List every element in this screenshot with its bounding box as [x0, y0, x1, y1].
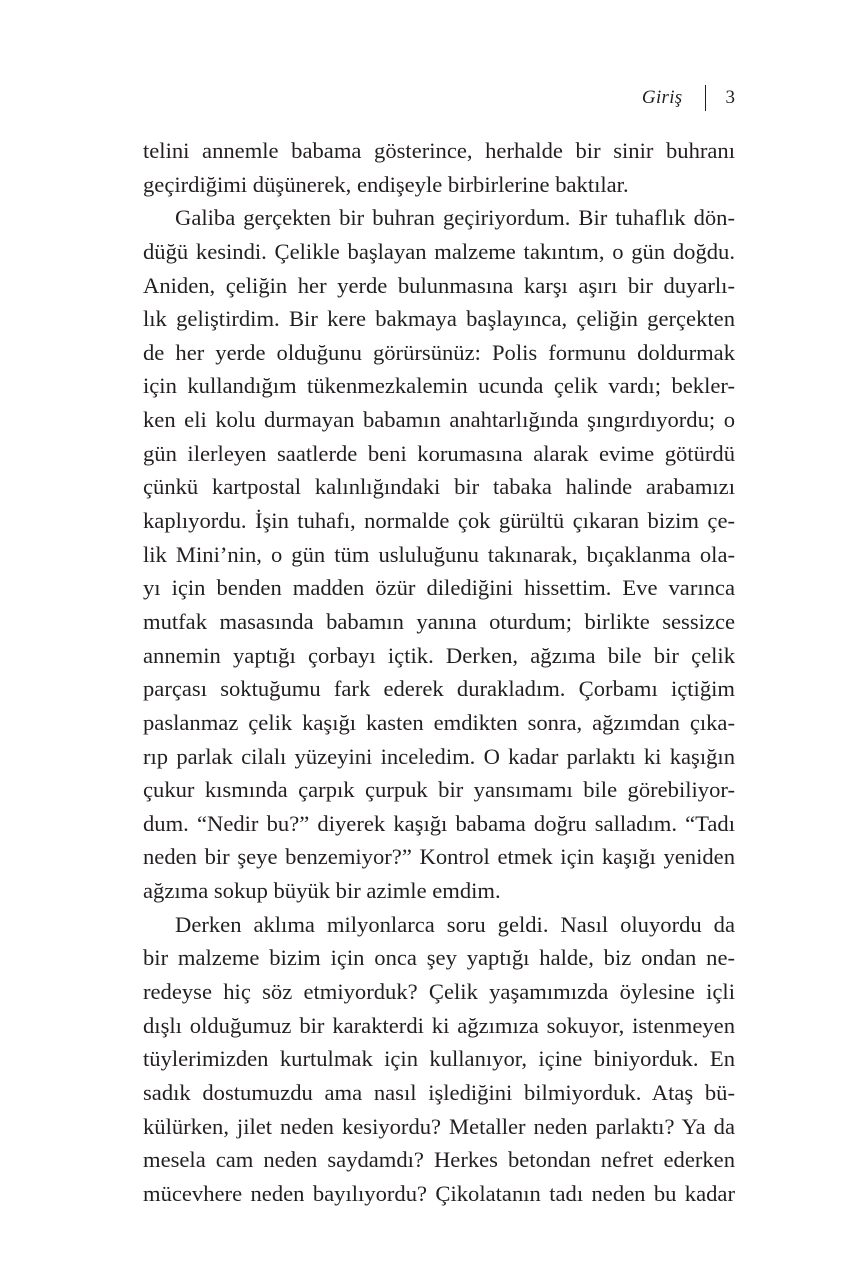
text-line: gün ilerleyen saatlerde beni korumasına alarak evime götürdü	[143, 440, 735, 466]
body-text	[143, 134, 735, 1211]
text-line: Aniden, çeliğin her yerde bulunmasına karşı aşırı bir duyarlı-	[143, 272, 735, 298]
text-line: için kullandığım tükenmezkalemin ucunda çelik vardı; bekler-	[143, 373, 735, 399]
text-line: bir malzeme bizim için onca şey yaptığı halde, biz ondan ne-	[143, 945, 735, 971]
text-line: düğü kesindi. Çelikle başlayan malzeme takıntım, o gün doğdu.	[143, 238, 735, 264]
text-line: neden bir şeye benzemiyor?” Kontrol etmek için kaşığı yeniden	[143, 844, 735, 870]
text-line: ağzıma sokup büyük bir azimle emdim.	[143, 878, 501, 904]
text-line: annemin yaptığı çorbayı içtik. Derken, ağzıma bile bir çelik	[143, 642, 735, 668]
text-line: mücevhere neden bayılıyordu? Çikolatanın tadı neden bu kadar	[143, 1180, 735, 1206]
text-line: lık geliştirdim. Bir kere bakmaya başlayınca, çeliğin gerçekten	[143, 306, 735, 332]
text-line: mesela cam neden saydamdı? Herkes betondan nefret ederken	[143, 1147, 735, 1173]
text-line: Derken aklıma milyonlarca soru geldi. Nasıl oluyordu da	[175, 911, 735, 937]
text-line: geçirdiğimi düşünerek, endişeyle birbirlerine baktılar.	[143, 171, 629, 197]
text-line: paslanmaz çelik kaşığı kasten emdikten sonra, ağzımdan çıka-	[143, 709, 735, 735]
text-line: çünkü kartpostal kalınlığındaki bir tabaka halinde arabamızı	[143, 474, 735, 500]
text-line: Galiba gerçekten bir buhran geçiriyordum. Bir tuhaflık dön-	[175, 205, 735, 231]
text-line: mutfak masasında babamın yanına oturdum; birlikte sessizce	[143, 608, 735, 634]
text-line: sadık dostumuzdu ama nasıl işlediğini bilmiyorduk. Ataş bü-	[143, 1079, 735, 1105]
text-line: redeyse hiç söz etmiyorduk? Çelik yaşamımızda öylesine içli	[143, 979, 735, 1005]
text-line: parçası soktuğumu fark ederek durakladım. Çorbamı içtiğim	[143, 676, 735, 702]
text-line: yı için benden madden özür dilediğini hissettim. Eve varınca	[143, 575, 735, 601]
text-line: dum. “Nedir bu?” diyerek kaşığı babama doğru salladım. “Tadı	[143, 810, 735, 836]
running-header	[642, 84, 735, 112]
text-line: lik Mini’nin, o gün tüm usluluğunu takınarak, bıçaklanma ola-	[143, 541, 735, 567]
text-line: rıp parlak cilalı yüzeyini inceledim. O kadar parlaktı ki kaşığın	[143, 743, 735, 769]
header-divider	[705, 85, 706, 111]
text-line: de her yerde olduğunu görürsünüz: Polis formunu doldurmak	[143, 339, 735, 365]
page-number: 3	[725, 87, 735, 108]
chapter-title: Giriş	[641, 87, 683, 108]
text-line: çukur kısmında çarpık çurpuk bir yansımamı bile görebiliyor-	[143, 777, 735, 803]
text-line: külürken, jilet neden kesiyordu? Metaller neden parlaktı? Ya da	[143, 1113, 735, 1139]
text-line: tüylerimizden kurtulmak için kullanıyor, içine biniyorduk. En	[143, 1046, 735, 1072]
text-line: ken eli kolu durmayan babamın anahtarlığında şıngırdıyordu; o	[143, 407, 735, 433]
text-line: telini annemle babama gösterince, herhalde bir sinir buhranı	[143, 138, 735, 163]
text-line: dışlı olduğumuz bir karakterdi ki ağzımıza sokuyor, istenmeyen	[143, 1012, 735, 1038]
text-line: kaplıyordu. İşin tuhafı, normalde çok gürültü çıkaran bizim çe-	[143, 508, 735, 534]
